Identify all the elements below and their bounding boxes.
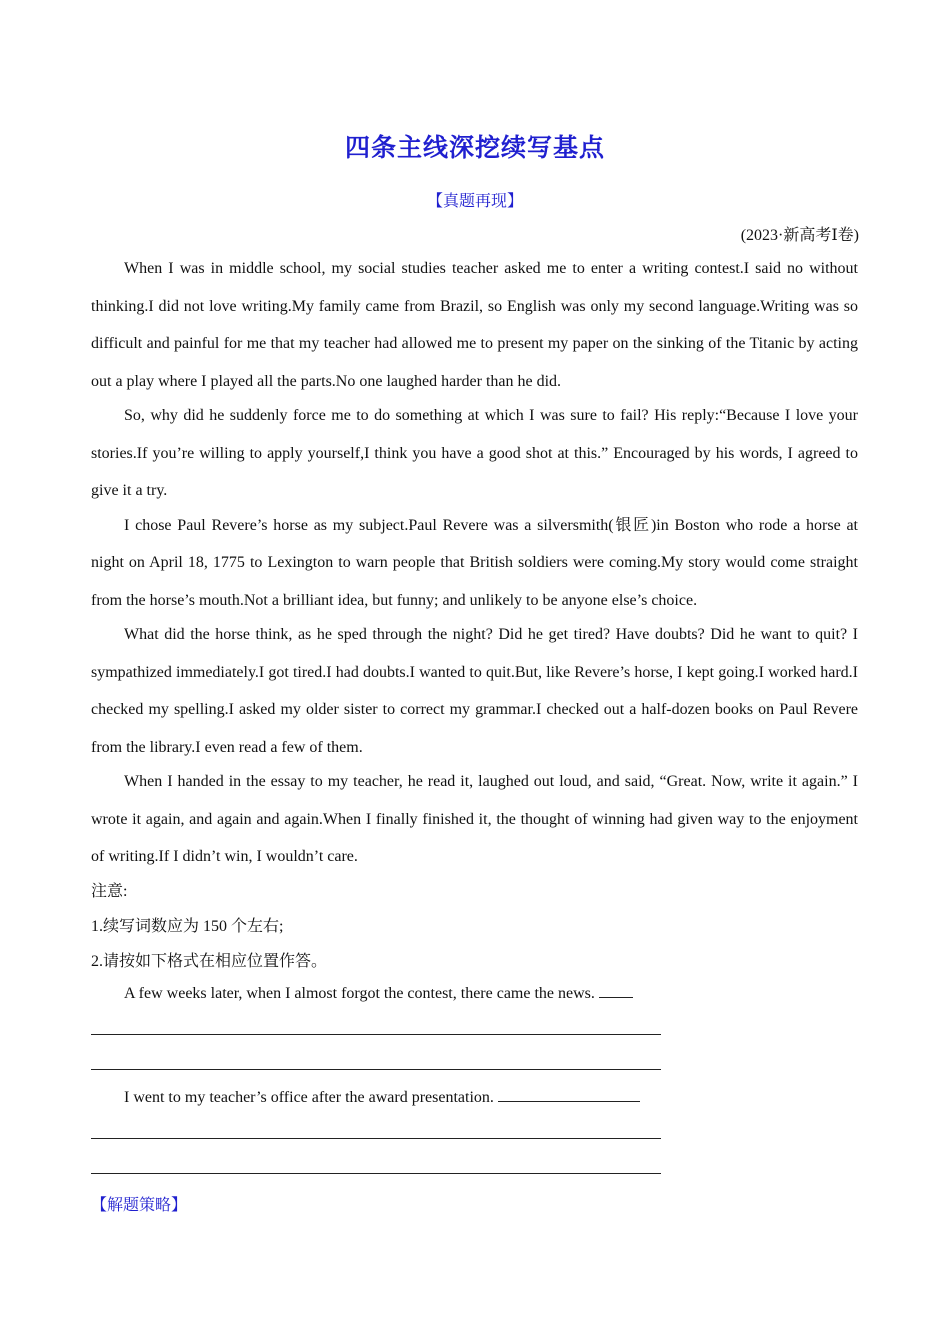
passage-paragraph-5: When I handed in the essay to my teacher, he read it, laughed out loud, and said, “Great. Now, write it again.” I wrote it again, and again and again.When I finally finished it, the thought of winning had given way to the enjoyment of writing.If I didn’t win, I wouldn’t care. — [91, 773, 858, 865]
note-item-2: 2.请按如下格式在相应位置作答。 — [91, 953, 328, 970]
passage-paragraph-1: When I was in middle school, my social studies teacher asked me to enter a writing contest.I said no without thinking.I did not love writing.My family came from Brazil, so English was only my second language.Writing was so difficult and painful for me that my teacher had allowed me to present my paper on the sinking of the Titanic by acting out a play where I played all the parts.No one laughed harder than he did. — [91, 260, 858, 390]
answer-blank-inline-1[interactable] — [599, 983, 633, 998]
section-heading-real-exam: 【真题再现】 — [426, 193, 523, 210]
passage-paragraph-3: I chose Paul Revere’s horse as my subject.Paul Revere was a silversmith(银匠)in Boston who rode a horse at night on April 18, 1775 to Lexington to warn people that British soldiers were coming.My story would come straight from the horse’s mouth.Not a brilliant idea, but funny; and unlikely to be anyone else’s choice. — [91, 516, 858, 609]
note-item-1: 1.续写词数应为 150 个左右; — [91, 918, 284, 935]
exam-source: (2023·新高考Ⅰ卷) — [740, 227, 859, 244]
passage-paragraph-2: So, why did he suddenly force me to do something at which I was sure to fail? His reply:“Because I love your stories.If you’re willing to apply yourself,I think you have a good shot at this.” Encouraged by his words, I agreed to give it a try. — [91, 407, 858, 499]
answer-line[interactable] — [91, 1018, 661, 1035]
continuation-prompt-1 — [124, 983, 633, 1003]
answer-line[interactable] — [91, 1157, 661, 1174]
notes-heading: 注意: — [91, 883, 128, 900]
section-heading-strategy: 【解题策略】 — [91, 1197, 188, 1214]
answer-line[interactable] — [91, 1122, 661, 1139]
prompt-1-text: A few weeks later, when I almost forgot the contest, there came the news. — [124, 985, 595, 1002]
answer-blank-inline-2[interactable] — [498, 1087, 640, 1102]
passage — [91, 250, 858, 873]
continuation-prompt-2 — [124, 1087, 640, 1107]
page-title: 四条主线深挖续写基点 — [344, 135, 605, 162]
passage-paragraph-4: What did the horse think, as he sped through the night? Did he get tired? Have doubts? Did he want to quit? I sympathized immediately.I got tired.I had doubts.I wanted to quit.But, like Revere’s horse, I kept going.I worked hard.I checked my spelling.I asked my older sister to correct my grammar.I checked out a half-dozen books on Paul Revere from the library.I even read a few of them. — [91, 626, 858, 756]
answer-line[interactable] — [91, 1053, 661, 1070]
prompt-2-text: I went to my teacher’s office after the award presentation. — [124, 1089, 494, 1106]
